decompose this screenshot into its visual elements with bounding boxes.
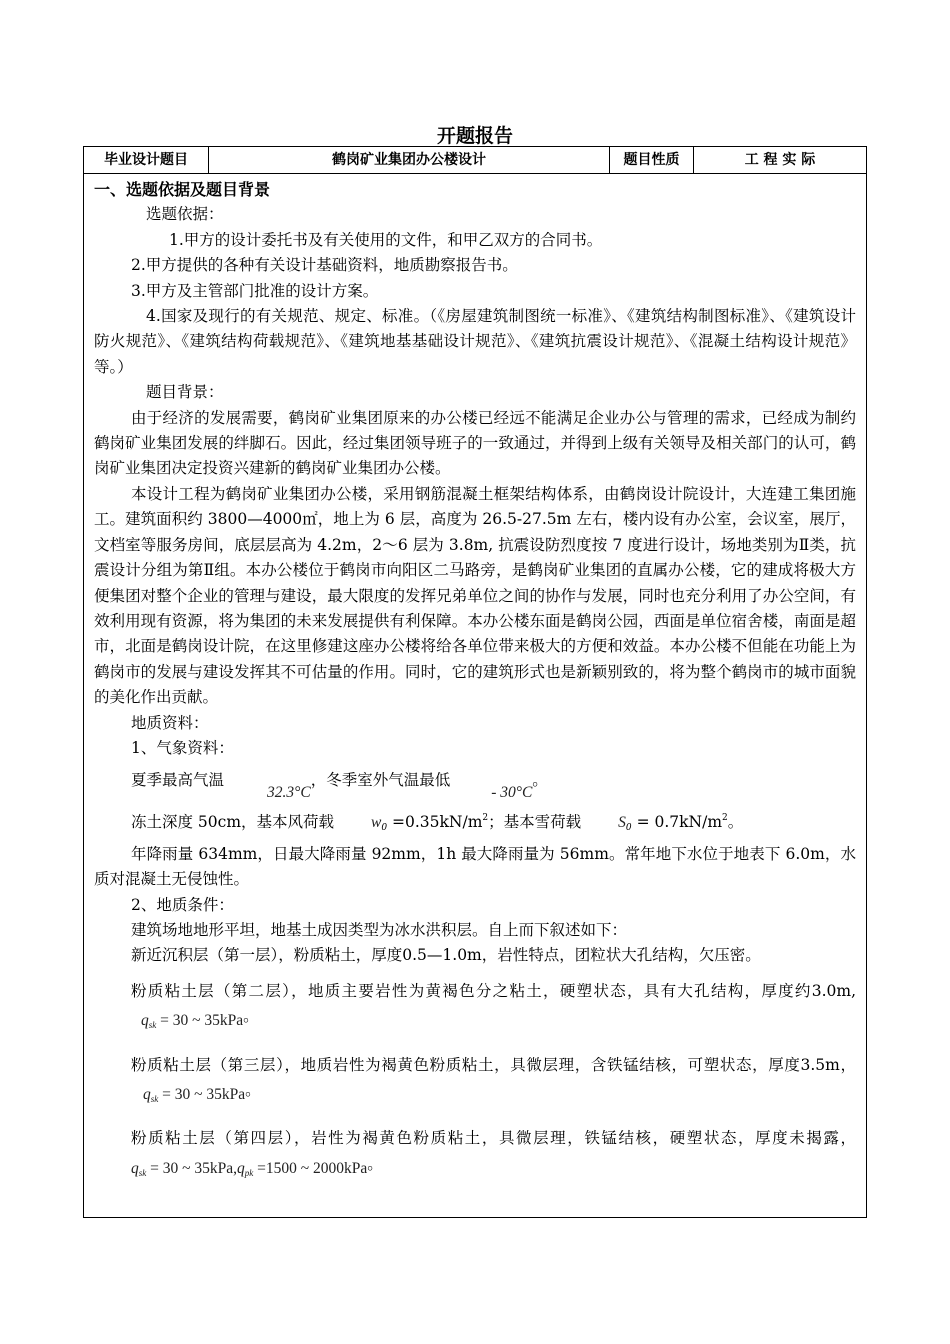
layer-paragraph: 粉质粘土层（第二层），地质主要岩性为黄褐色分之粘土，硬塑状态，具有大孔结构，厚度约$3.0m,q_{sk} = 30$ ~ 35kPa。	[94, 979, 856, 1035]
layer-paragraph: 新近沉积层（第一层），粉质粘土，厚度0.5—1.0m，岩性特点，团粒状大孔结构，欠压密。	[131, 946, 761, 965]
header-row	[84, 147, 866, 174]
report-body	[94, 177, 856, 1182]
background-paragraph: 本设计工程为鹤岗矿业集团办公楼，采用钢筋混凝土框架结构体系，由鹤岗设计院设计，大连建工集团施工。建筑面积约 3800—4000㎡，地上为 6 层，高度为 26.5-27.5m 左右，楼内设有办公室，会议室，展厅，文档室等服务房间，底层层高为 4.2m，2～6 层为 3.8m, 抗震设防烈度按 7 度进行设计，场地类别为Ⅱ类，抗震设计分组为第Ⅱ组。本办公楼位于鹤岗市向阳区二马路旁，是鹤岗矿业集团的直属办公楼，它的建成将极大方便集团对整个企业的管理与建设，最大限度的发挥兄弟单位之间的协作与发展，同时也充分利用了办公空间，有效利用现有资源，将为集团的未来发展提供有利保障。本办公楼东面是鹤岗公园，西面是单位宿舍楼，南面是超市，北面是鹤岗设计院，在这里修建这座办公楼将给各单位带来极大的方便和效益。本办公楼不但能在功能上为鹤岗市的发展与建设发挥其不可估量的作用。同时，它的建筑形式也是新颖别致的，将为整个鹤岗市的城市面貌的美化作出贡献。	[94, 484, 856, 707]
snow-load-symbol: S	[618, 814, 626, 832]
nature-value: 工 程 实 际	[744, 152, 816, 168]
background-paragraph: 由于经济的发展需要，鹤岗矿业集团原来的办公楼已经远不能满足企业办公与管理的需求，已经成为制约鹤岗矿业集团发展的绊脚石。因此，经过集团领导班子的一致通过，并得到上级有关领导及相关部门的认可，鹤岗矿业集团决定投资兴建新的鹤岗矿业集团办公楼。	[94, 408, 856, 478]
basis-item: 2.甲方提供的各种有关设计基础资料，地质勘察报告书。	[131, 256, 518, 275]
geo-intro: 建筑场地地形平坦，地基土成因类型为冰水洪积层。自上而下叙述如下：	[131, 920, 628, 939]
winter-temp-formula: - 30°C	[491, 784, 533, 802]
basis-item: 3.甲方及主管部门批准的设计方案。	[131, 281, 379, 300]
wind-load-symbol: w	[371, 814, 382, 832]
qsk-qpk-formula: $q_{sk} = 30$ ~ $35kPa,q_{pk} =1500$ ~ 2000kPa	[131, 1159, 368, 1178]
topic-value: 鹤岗矿业集团办公楼设计	[209, 147, 610, 173]
basis-item: 4.国家及现行的有关规范、规定、标准。（《房屋建筑制图统一标准》、《建筑结构制图标准》、《建筑设计防火规范》、《建筑结构荷载规范》、《建筑地基基础设计规范》、《建筑抗震设计规范》、《混凝土结构设计规范》等。）	[94, 307, 856, 376]
section-heading: 一、选题依据及题目背景	[94, 180, 271, 199]
summer-temp-formula: 32.3°C	[267, 784, 311, 802]
geology-label: 地质资料：	[131, 713, 209, 732]
topic-label: 毕业设计题目	[84, 147, 209, 173]
report-table	[83, 146, 867, 1218]
rain-paragraph: 年降雨量 634mm，日最大降雨量 92mm，1h 最大降雨量为 56mm。常年地下水位于地表下 6.0m，水质对混凝土无侵蚀性。	[94, 844, 856, 889]
geo-label: 2、地质条件：	[131, 895, 234, 914]
background-label: 题目背景：	[146, 383, 224, 402]
layer-paragraph: 粉质粘土层（第四层），岩性为褐黄色粉质粘土，具微层理，铁锰结核，硬塑状态，厚度未揭露，$q_{sk} = 30$ ~ $35kPa,q_{pk} =1500$ ~ 2000kPa。	[94, 1126, 856, 1182]
frost-line: 冻土深度 50cm，基本风荷载 $w_0 =0.35kN/m^2$；基本雪荷载 $S_0 = 0.7kN/m^2$。	[94, 806, 856, 841]
climate-label: 1、气象资料：	[131, 738, 234, 757]
basis-item: 1.甲方的设计委托书及有关使用的文件，和甲乙双方的合同书。	[169, 230, 603, 249]
nature-label: 题目性质	[610, 147, 694, 173]
climate-line: 夏季最高气温32.3°C，冬季室外气温最低- 30°C。	[94, 761, 856, 800]
basis-label: 选题依据：	[146, 205, 224, 224]
report-title: 开题报告	[436, 125, 513, 147]
qsk-formula: $q_{sk} = 30$ ~ 35kPa	[143, 1086, 246, 1104]
layer-paragraph: 粉质粘土层（第三层），地质岩性为褐黄色粉质粘土，具微层理，含铁锰结核，可塑状态，厚度3.5m，$q_{sk} = 30$ ~ 35kPa。	[94, 1053, 856, 1109]
qsk-formula: $q_{sk} = 30$ ~ 35kPa	[141, 1012, 244, 1031]
